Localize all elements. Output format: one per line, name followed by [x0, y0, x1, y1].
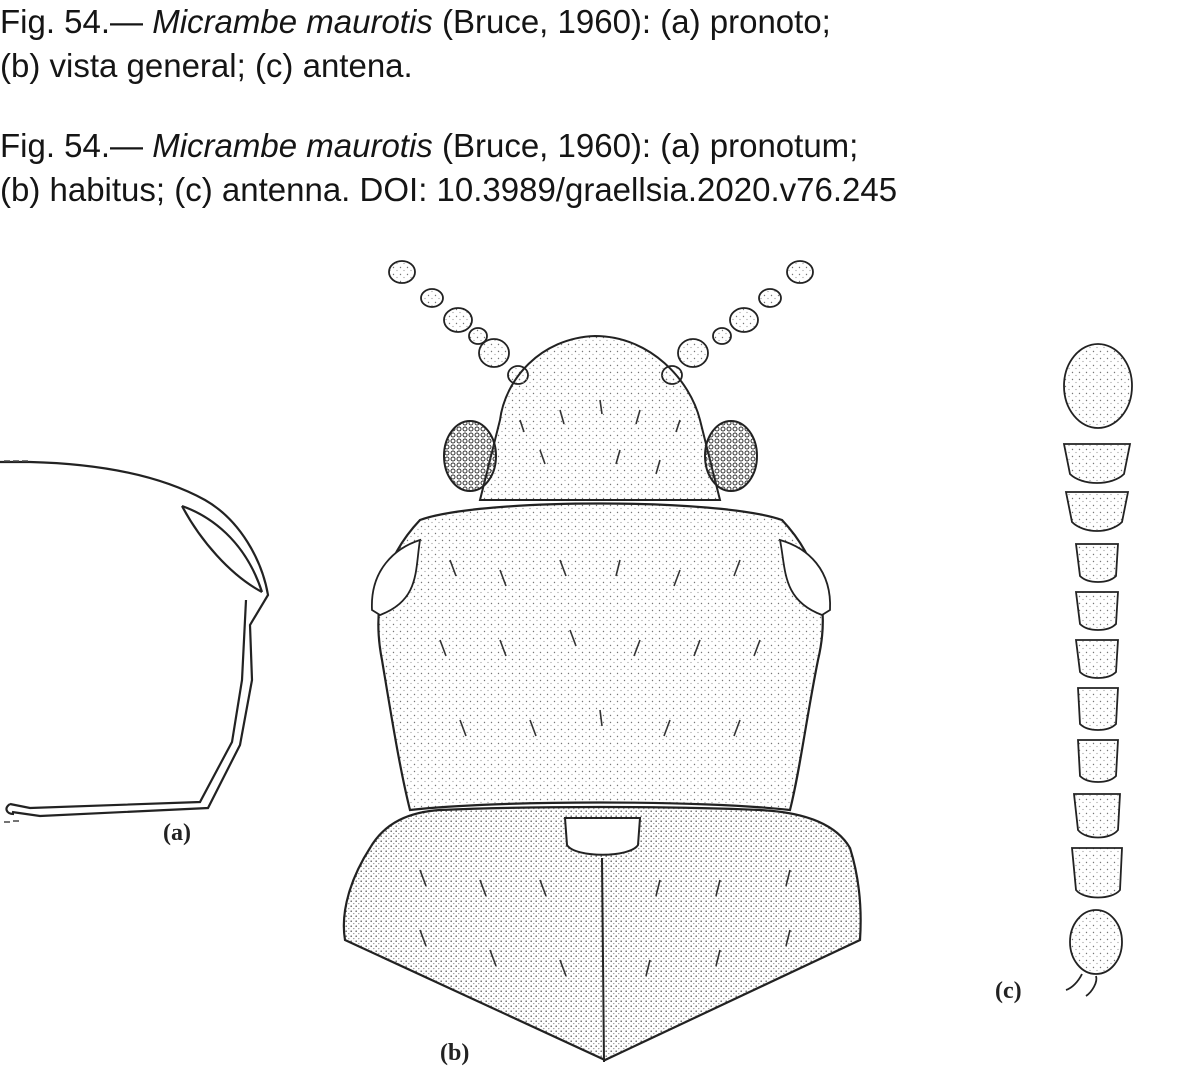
figure-label-b: (b) — [440, 1040, 470, 1066]
beetle-pronotum — [378, 504, 822, 811]
caption-english-line-2: (b) habitus; (c) antenna. DOI: 10.3989/graellsia.2020.v76.245 — [0, 171, 898, 208]
beetle-eye-right — [705, 421, 757, 491]
caption-es-prefix: Fig. 54.— — [0, 3, 153, 40]
caption-es-species: Micrambe maurotis — [152, 3, 433, 40]
beetle-eye-left — [444, 421, 496, 491]
pronotum-dash-marks — [4, 461, 28, 822]
caption-es-rest: (Bruce, 1960): (a) pronoto; — [432, 3, 831, 40]
caption-spanish-line-2: (b) vista general; (c) antena. — [0, 47, 413, 84]
caption-en-rest: (Bruce, 1960): (a) pronotum; — [432, 127, 859, 164]
pronotum-outline-drawing — [0, 462, 268, 816]
caption-en-prefix: Fig. 54.— — [0, 127, 153, 164]
beetle-scutellum — [565, 818, 640, 855]
figure-label-c: (c) — [995, 978, 1022, 1004]
antenna-drawing — [1064, 344, 1132, 996]
figure-label-a: (a) — [163, 820, 191, 846]
beetle-habitus-drawing — [344, 261, 861, 1062]
caption-en-species: Micrambe maurotis — [152, 127, 433, 164]
